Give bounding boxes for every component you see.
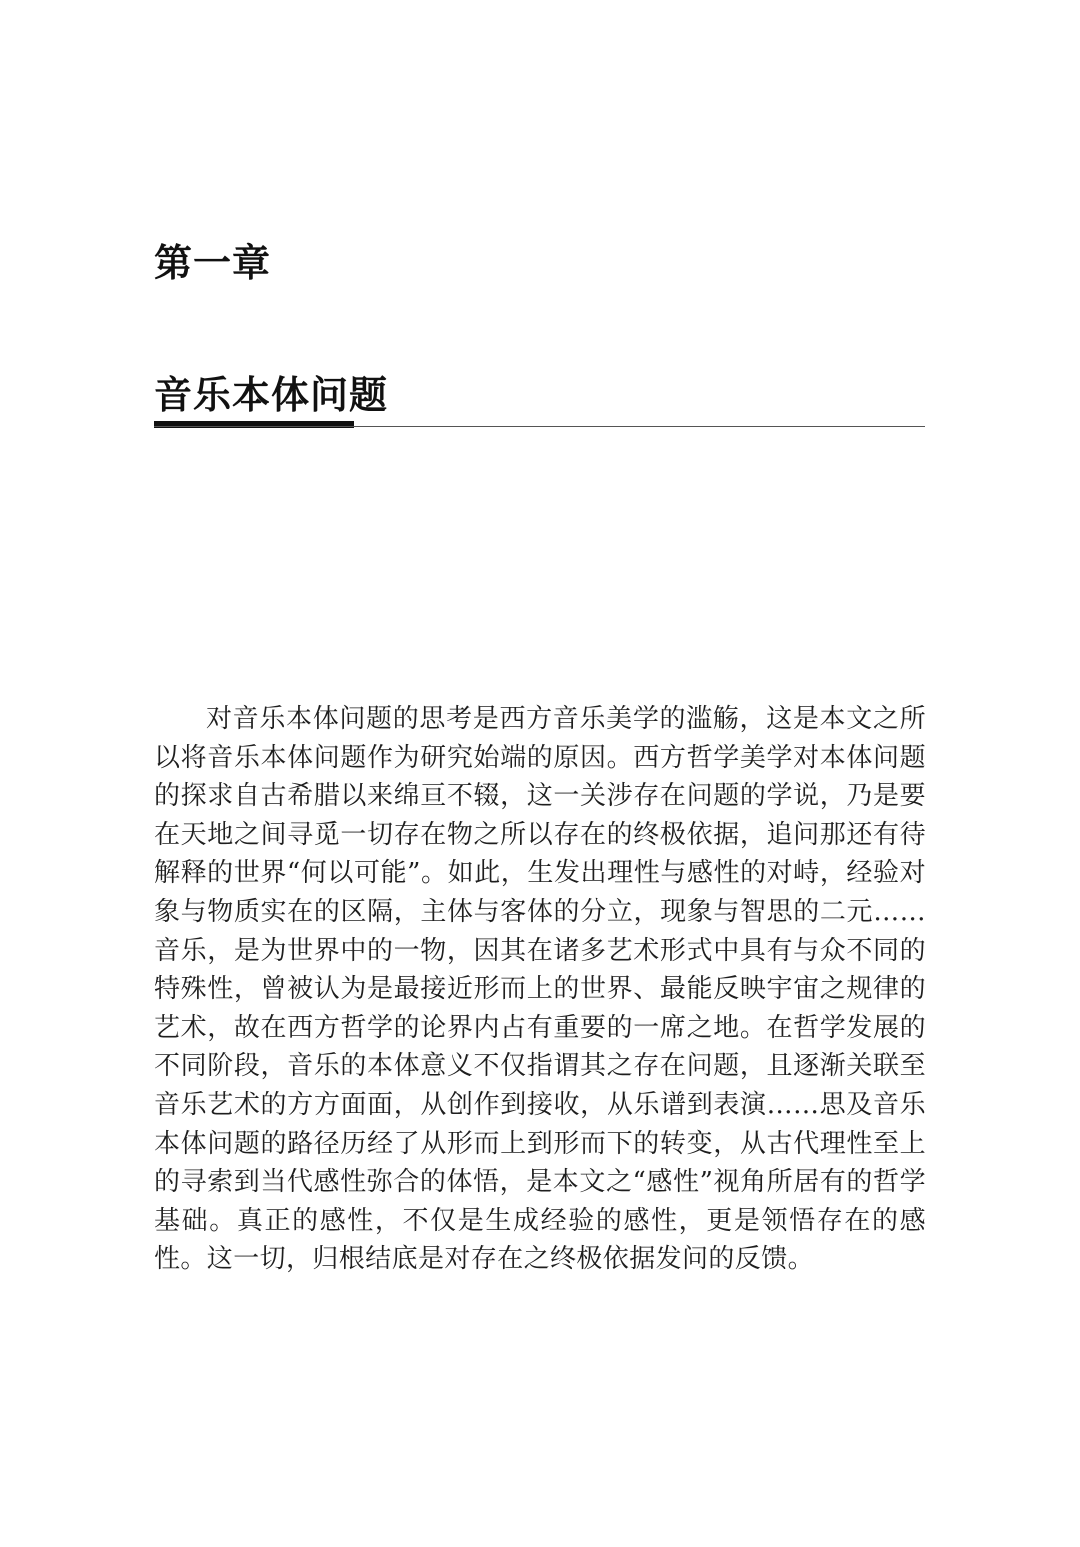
title-divider	[154, 426, 925, 427]
chapter-title: 音乐本体问题	[154, 372, 389, 417]
chapter-label: 第一章	[154, 240, 272, 285]
body-paragraph: 对音乐本体问题的思考是西方音乐美学的滥觞，这是本文之所以将音乐本体问题作为研究始端的原因。西方哲学美学对本体问题的探求自古希腊以来绵亘不辍，这一关涉存在问题的学说，乃是要在天地之间寻觅一切存在物之所以存在的终极依据，追问那还有待解释的世界“何以可能”。如此，生发出理性与感性的对峙，经验对象与物质实在的区隔，主体与客体的分立，现象与智思的二元……音乐，是为世界中的一物，因其在诸多艺术形式中具有与众不同的特殊性，曾被认为是最接近形而上的世界、最能反映宇宙之规律的艺术，故在西方哲学的论界内占有重要的一席之地。在哲学发展的不同阶段，音乐的本体意义不仅指谓其之存在问题，且逐渐关联至音乐艺术的方方面面，从创作到接收，从乐谱到表演……思及音乐本体问题的路径历经了从形而上到形而下的转变，从古代理性至上的寻索到当代感性弥合的体悟，是本文之“感性”视角所居有的哲学基础。真正的感性，不仅是生成经验的感性，更是领悟存在的感性。这一切，归根结底是对存在之终极依据发问的反馈。	[154, 704, 926, 1275]
